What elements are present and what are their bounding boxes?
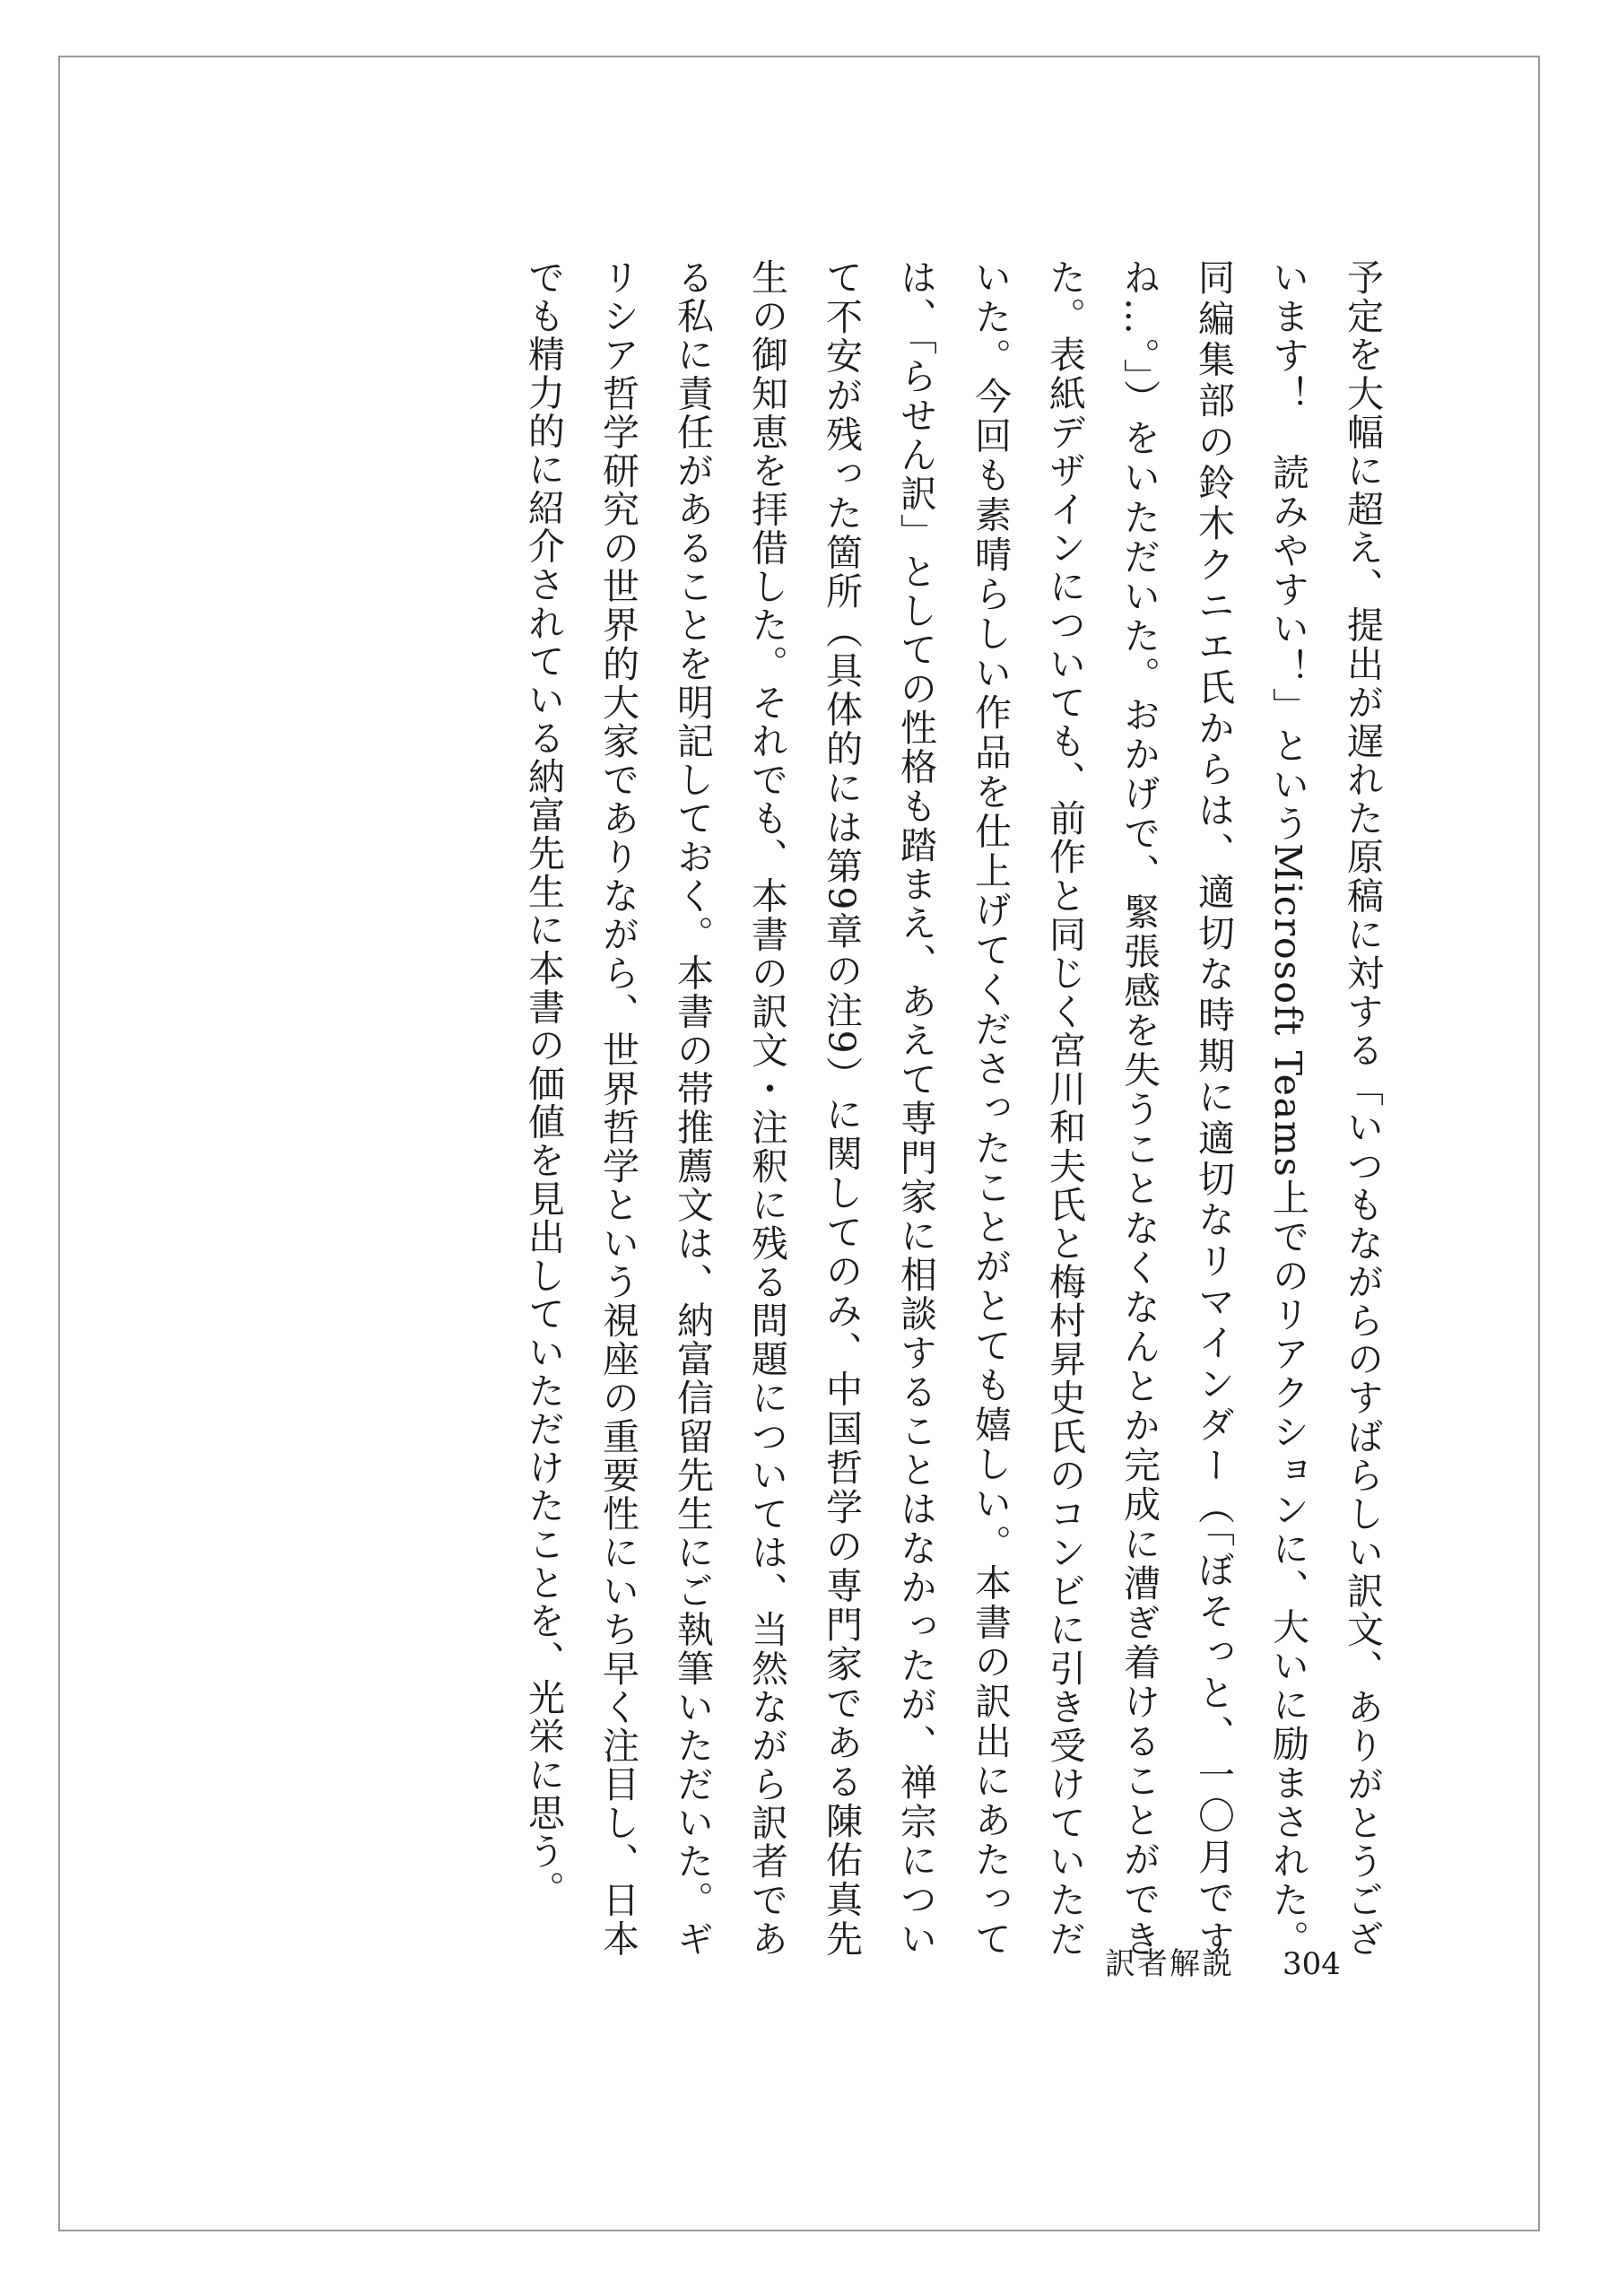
body-paragraph: 予定を大幅に超え、提出が遅れた原稿に対する「いつもながらのすばらしい訳文、ありがとうございます！ 読みやすい！」というMicrosoft Teams上でのリアクションに、大いに励まされた。同編集部の鈴木クニエ氏からは、適切な時期に適切なリマインダー（「ぼそっと、一〇月ですね…。」）をいただいた。おかげで、緊張感を失うことなくなんとか完成に漕ぎ着けることができた。表紙デザインについても、前作と同じく宮川和夫氏と梅村昇史氏のコンビに引き受けていただいた。今回も素晴らしい作品を仕上げてくださったことがとても嬉しい。本書の訳出にあたっては、「らせん訳」としての性格も踏まえ、あえて専門家に相談することはなかったが、禅宗について不安が残った箇所（具体的には第9章の注9）に関してのみ、中国哲学の専門家である陳佑真先生の御知恵を拝借した。それでも、本書の訳文・注釈に残る問題については、当然ながら訳者である私に責任があることを明記しておく。本書の帯推薦文は、納富信留先生にご執筆いただいた。ギリシア哲学研究の世界的大家でありながら、世界哲学という視座の重要性にいち早く注目し、日本でも精力的に紹介されている納富先生に本書の価値を見出していただけたことを、光栄に思う。 bbox=[522, 258, 1384, 1958]
page-number: 304 bbox=[1283, 1946, 1341, 1982]
body-text bbox=[522, 258, 1399, 1958]
page-footer bbox=[1105, 1939, 1341, 1983]
section-label: 訳者解説 bbox=[1105, 1946, 1234, 1982]
